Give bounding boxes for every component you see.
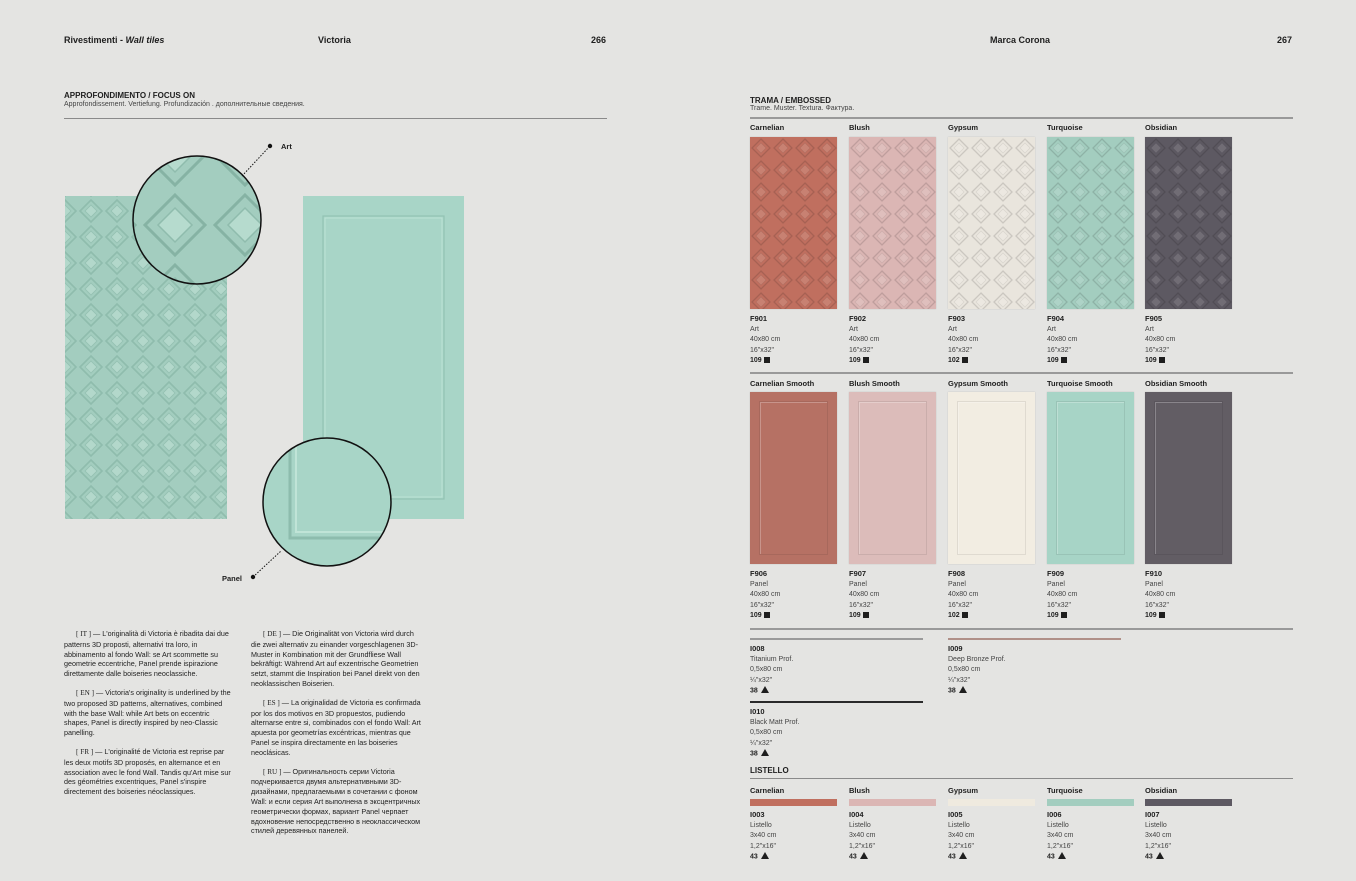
tile-info [750,707,923,760]
size-inch: 1,2"x16" [1145,842,1171,850]
profile-card[interactable] [750,701,923,760]
product-type: Panel [1047,580,1065,588]
tile-info [750,810,840,863]
tile-info [750,314,840,367]
listello-title: LISTELLO [750,766,789,775]
section-label-italic: Wall tiles [125,35,165,45]
product-code: I003 [750,810,765,819]
product-type: Listello [849,821,871,829]
panel-tile-card[interactable] [948,379,1038,622]
product-type: Listello [948,821,970,829]
panel-tile-card[interactable] [1145,379,1235,622]
tile-swatch[interactable] [849,392,936,564]
color-name: Obsidian [1145,123,1178,132]
square-icon [863,357,869,363]
tile-info [1047,314,1137,367]
product-type: Deep Bronze Prof. [948,655,1006,663]
tile-info [849,810,939,863]
section-header [64,35,164,45]
product-code: I008 [750,644,765,653]
size-inch: 1,2"x16" [849,842,875,850]
triangle-icon [761,749,769,756]
panel-tile-card[interactable] [750,379,840,622]
size-cm: 3x40 cm [1047,832,1074,839]
pallet-count: 38 [750,750,758,758]
listello-card[interactable] [750,786,840,863]
color-name: Carnelian [750,123,785,132]
tile-swatch[interactable] [1047,392,1134,564]
product-code: I005 [948,810,963,819]
listello-swatch[interactable] [849,799,936,806]
pallet-count: 43 [750,853,758,861]
tile-swatch[interactable] [1047,137,1134,309]
pallet-count: 38 [948,687,956,695]
product-code: F906 [750,569,768,578]
triangle-icon [959,852,967,859]
tile-info [849,314,939,367]
pallet-count: 109 [1047,612,1059,619]
listello-card[interactable] [1145,786,1235,863]
product-type: Panel [849,580,867,588]
color-name: Carnelian [750,786,785,795]
tile-info [948,569,1038,622]
color-name: Carnelian Smooth [750,379,815,388]
embossed-title: TRAMA / EMBOSSED [750,96,832,105]
size-inch: 16"x32" [849,601,874,609]
size-cm: 40x80 cm [849,336,880,343]
tile-swatch[interactable] [849,137,936,309]
listello-swatch[interactable] [948,799,1035,806]
size-cm: 0,5x80 cm [948,666,981,673]
square-icon [764,357,770,363]
tile-info [1145,314,1235,367]
profile-swatch [948,638,1121,640]
product-code: I007 [1145,810,1160,819]
art-tile-card[interactable] [948,123,1038,367]
product-code: I006 [1047,810,1062,819]
size-cm: 3x40 cm [948,832,975,839]
color-name: Obsidian Smooth [1145,379,1208,388]
size-cm: 3x40 cm [750,832,777,839]
product-type: Listello [1047,821,1069,829]
size-inch: 16"x32" [948,346,973,354]
triangle-icon [761,686,769,693]
product-code: F905 [1145,314,1163,323]
size-inch: ¼"x32" [750,676,773,684]
divider [750,628,1293,630]
size-inch: 16"x32" [849,346,874,354]
size-cm: 40x80 cm [948,336,979,343]
divider [750,778,1293,779]
profile-swatch [750,701,923,703]
product-type: Panel [948,580,966,588]
product-type: Art [1145,325,1154,333]
listello-swatch[interactable] [750,799,837,806]
size-inch: 16"x32" [1047,601,1072,609]
size-cm: 40x80 cm [1145,336,1176,343]
triangle-icon [1156,852,1164,859]
square-icon [962,612,968,618]
listello-swatch[interactable] [1145,799,1232,806]
product-type: Art [1047,325,1056,333]
listello-swatch[interactable] [1047,799,1134,806]
size-cm: 40x80 cm [849,591,880,598]
text-en: [ EN ] — Victoria's originality is underlined by the two proposed 3D patterns, alternatives, combined with the base Wall: while Art bets on eccentric shapes, Panel is directly inspired by neo-Classic panelling. [64,687,231,738]
text-column-1 [64,629,234,806]
pallet-count: 109 [750,357,762,364]
color-name: Gypsum [948,786,979,795]
pallet-count: 102 [948,357,960,364]
pallet-count: 109 [750,612,762,619]
product-type: Art [948,325,957,333]
tile-info [750,644,923,697]
tile-info [948,314,1038,367]
divider [750,372,1293,374]
profile-card[interactable] [948,638,1121,697]
tile-info [1145,810,1235,863]
pallet-count: 43 [849,853,857,861]
product-type: Art [849,325,858,333]
product-code: I004 [849,810,864,819]
art-tile-card[interactable] [849,123,939,367]
product-type: Titanium Prof. [750,655,794,663]
color-name: Blush [849,786,870,795]
divider [64,118,607,119]
pallet-count: 43 [1145,853,1153,861]
size-inch: ¼"x32" [948,676,971,684]
product-code: F903 [948,314,966,323]
tile-info [948,644,1121,697]
focus-illustration [0,120,620,600]
size-cm: 0,5x80 cm [750,666,783,673]
size-inch: 1,2"x16" [750,842,776,850]
text-column-2 [251,629,421,845]
tile-info [948,810,1038,863]
product-code: F902 [849,314,867,323]
color-name: Gypsum Smooth [948,379,1009,388]
product-type: Panel [1145,580,1163,588]
pallet-count: 38 [750,687,758,695]
square-icon [962,357,968,363]
listello-card[interactable] [948,786,1038,863]
triangle-icon [1058,852,1066,859]
tile-info [750,569,840,622]
pallet-count: 109 [849,612,861,619]
square-icon [863,612,869,618]
art-label: Art [281,142,292,151]
product-code: F907 [849,569,867,578]
page-number-left: 266 [591,35,607,45]
size-cm: 3x40 cm [849,832,876,839]
size-inch: 16"x32" [948,601,973,609]
product-code: F901 [750,314,768,323]
size-cm: 40x80 cm [948,591,979,598]
embossed-subtitle: Trame. Muster. Textura. Фактура. [750,105,855,112]
product-type: Listello [750,821,772,829]
section-label: Rivestimenti - [64,35,126,45]
art-tile-card[interactable] [1145,123,1235,367]
product-type: Art [750,325,759,333]
color-name: Gypsum [948,123,979,132]
triangle-icon [761,852,769,859]
series-name: Victoria [318,35,351,45]
text-ru: [ RU ] — Оригинальность серии Victoria подчеркивается двумя альтернативными 3D-дизайнами, предлагаемыми в сочетании с фоном Wall: и если серия Art выполнена в эксцентричных геометрически формах, вариант Panel черпает вдохновение непосредственно в неоклассическом стилей деревянных панелей. [251,766,421,836]
product-type: Listello [1145,821,1167,829]
focus-title: APPROFONDIMENTO / FOCUS ON [64,91,195,100]
profile-card[interactable] [750,638,923,697]
color-name: Turquoise Smooth [1047,379,1113,388]
divider [750,117,1293,119]
listello-card[interactable] [849,786,939,863]
page-number-right: 267 [1277,35,1293,45]
product-code: I010 [750,707,765,716]
tile-swatch[interactable] [1145,137,1232,309]
panel-tile-card[interactable] [1047,379,1137,622]
size-cm: 3x40 cm [1145,832,1172,839]
size-inch: ¼"x32" [750,739,773,747]
tile-info [1047,810,1137,863]
size-inch: 16"x32" [750,346,775,354]
tile-swatch[interactable] [948,137,1035,309]
text-fr: [ FR ] — L'originalité de Victoria est reprise par les deux motifs 3D proposés, en alternance et en association avec le fond Wall. Tandis qu'Art mise sur des géométries excentriques, Panel s'inspire directement des boiseries néoclassiques. [64,746,231,797]
size-cm: 40x80 cm [750,591,781,598]
product-code: F904 [1047,314,1065,323]
tile-info [849,569,939,622]
size-inch: 16"x32" [1145,601,1170,609]
product-type: Black Matt Prof. [750,718,800,726]
tile-swatch[interactable] [750,137,837,309]
panel-tile-card[interactable] [849,379,939,622]
size-cm: 40x80 cm [750,336,781,343]
art-tile-card[interactable] [1047,123,1137,367]
size-cm: 40x80 cm [1145,591,1176,598]
pallet-count: 109 [1047,357,1059,364]
pallet-count: 109 [849,357,861,364]
size-inch: 16"x32" [750,601,775,609]
size-inch: 16"x32" [1047,346,1072,354]
product-code: F908 [948,569,966,578]
text-de: [ DE ] — Die Originalität von Victoria wird durch die zwei alternativ zu einander vorgeschlagenen 3D-Muster in Kombination mit der Grundfliese Wall bekräftigt: Während Art auf exzentrische Geometrien setzt, stammt die Inspiration bei Panel direkt von den neoklassischen Boiserien. [251,629,420,688]
color-name: Turquoise [1047,123,1083,132]
color-name: Blush [849,123,870,132]
focus-subtitle: Approfondissement. Vertiefung. Profundización . дополнительные сведения. [64,101,305,108]
pallet-count: 109 [1145,357,1157,364]
product-code: I009 [948,644,963,653]
size-cm: 40x80 cm [1047,336,1078,343]
product-code: F909 [1047,569,1065,578]
triangle-icon [959,686,967,693]
art-tile-card[interactable] [750,123,840,367]
tile-swatch[interactable] [948,392,1035,564]
size-cm: 40x80 cm [1047,591,1078,598]
color-name: Turquoise [1047,786,1083,795]
product-type: Panel [750,580,768,588]
color-name: Obsidian [1145,786,1178,795]
listello-card[interactable] [1047,786,1137,863]
panel-label: Panel [222,574,243,583]
square-icon [764,612,770,618]
size-inch: 1,2"x16" [948,842,974,850]
square-icon [1061,612,1067,618]
profile-swatch [750,638,923,640]
text-it: [ IT ] — L'originalità di Victoria è ribadita dai due patterns 3D proposti, alternativi tra loro, in abbinamento al fondo Wall: se Art scommette su geometrie eccentriche, Panel prende ispirazione direttamente dalle boiseries neoclassiche. [64,629,229,679]
pallet-count: 43 [1047,853,1055,861]
text-es: [ ES ] — La originalidad de Victoria es confirmada por los dos motivos en 3D propuestos, pudiendo alternarse entre si, combinados con el fondo Wall: Art apuesta por geometrías excéntricas, mientras que Panel se inspira directamente en las boiseries neoclásicas. [251,697,421,757]
square-icon [1159,612,1165,618]
tile-info [1145,569,1235,622]
square-icon [1061,357,1067,363]
color-name: Blush Smooth [849,379,900,388]
tile-info [1047,569,1137,622]
triangle-icon [860,852,868,859]
pallet-count: 43 [948,853,956,861]
brand-name: Marca Corona [990,35,1051,45]
product-code: F910 [1145,569,1163,578]
size-inch: 16"x32" [1145,346,1170,354]
tile-swatch[interactable] [750,392,837,564]
size-cm: 0,5x80 cm [750,729,783,736]
tile-swatch[interactable] [1145,392,1232,564]
pallet-count: 102 [948,612,960,619]
pallet-count: 109 [1145,612,1157,619]
size-inch: 1,2"x16" [1047,842,1073,850]
square-icon [1159,357,1165,363]
